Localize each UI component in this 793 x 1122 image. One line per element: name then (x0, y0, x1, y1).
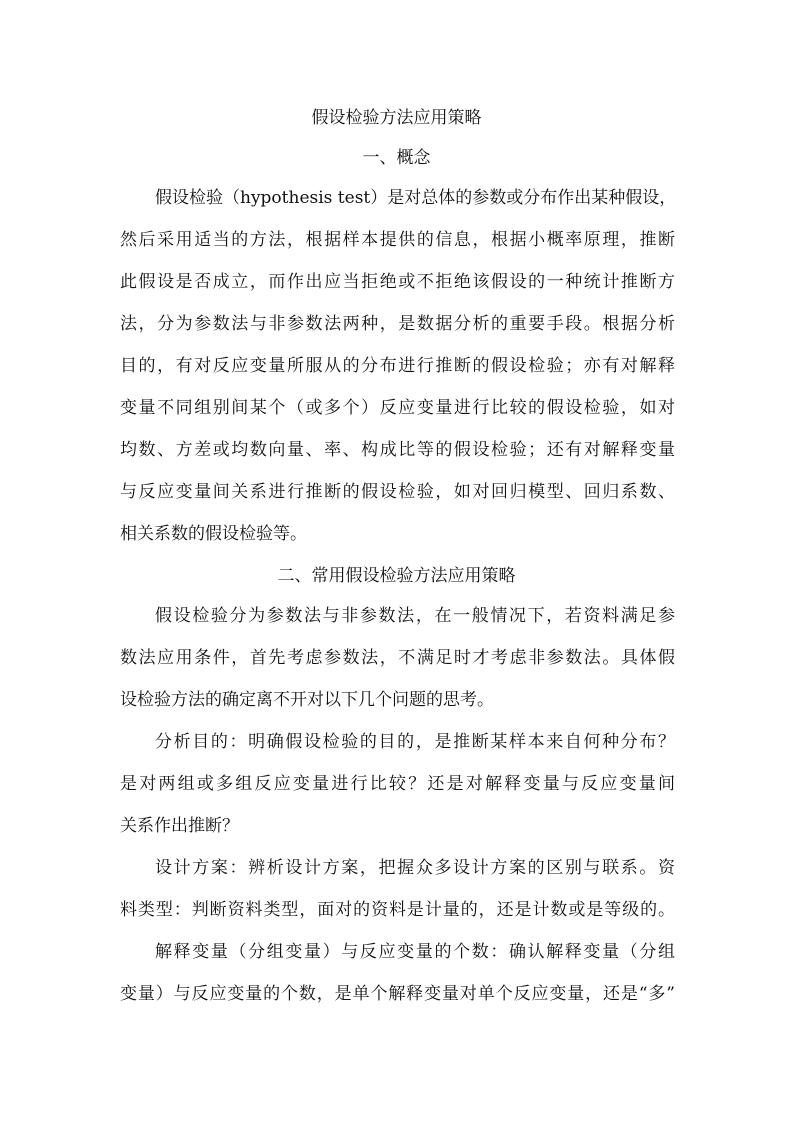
section-heading-concept: 一、概念 (362, 148, 431, 168)
paragraph-line: 假设检验（hypothesis test）是对总体的参数或分布作出某种假设， (155, 188, 677, 208)
paragraph-line: 法，分为参数法与非参数法两种，是数据分析的重要手段。根据分析 (120, 314, 675, 334)
paragraph-line: 变量不同组别间某个（或多个）反应变量进行比较的假设检验，如对 (120, 398, 675, 418)
paragraph-line: 关系作出推断？ (120, 816, 239, 836)
paragraph-line: 与反应变量间关系进行推断的假设检验，如对回归模型、回归系数、 (120, 482, 675, 502)
paragraph-line: 料类型：判断资料类型，面对的资料是计量的，还是计数或是等级的。 (120, 900, 675, 920)
paragraph-line: 变量）与反应变量的个数，是单个解释变量对单个反应变量，还是“多” (120, 984, 675, 1004)
section-heading-strategy: 二、常用假设检验方法应用策略 (277, 566, 516, 586)
document-title: 假设检验方法应用策略 (311, 108, 482, 128)
paragraph-line: 设计方案：辨析设计方案，把握众多设计方案的区别与联系。资 (155, 858, 675, 878)
paragraph-line: 解释变量（分组变量）与反应变量的个数：确认解释变量（分组 (155, 942, 675, 962)
paragraph-line: 数法应用条件，首先考虑参数法，不满足时才考虑非参数法。具体假 (120, 648, 675, 668)
paragraph-line: 相关系数的假设检验等。 (120, 524, 307, 544)
paragraph-line: 设检验方法的确定离不开对以下几个问题的思考。 (120, 690, 494, 710)
paragraph-line: 是对两组或多组反应变量进行比较？还是对解释变量与反应变量间 (120, 774, 675, 794)
paragraph-line: 均数、方差或均数向量、率、构成比等的假设检验；还有对解释变量 (120, 440, 675, 460)
paragraph-line: 目的，有对反应变量所服从的分布进行推断的假设检验；亦有对解释 (120, 356, 675, 376)
paragraph-line: 然后采用适当的方法，根据样本提供的信息，根据小概率原理，推断 (120, 230, 675, 250)
paragraph-line: 分析目的：明确假设检验的目的，是推断某样本来自何种分布？ (155, 732, 675, 752)
paragraph-line: 假设检验分为参数法与非参数法，在一般情况下，若资料满足参 (155, 606, 675, 626)
paragraph-line: 此假设是否成立，而作出应当拒绝或不拒绝该假设的一种统计推断方 (120, 272, 675, 292)
